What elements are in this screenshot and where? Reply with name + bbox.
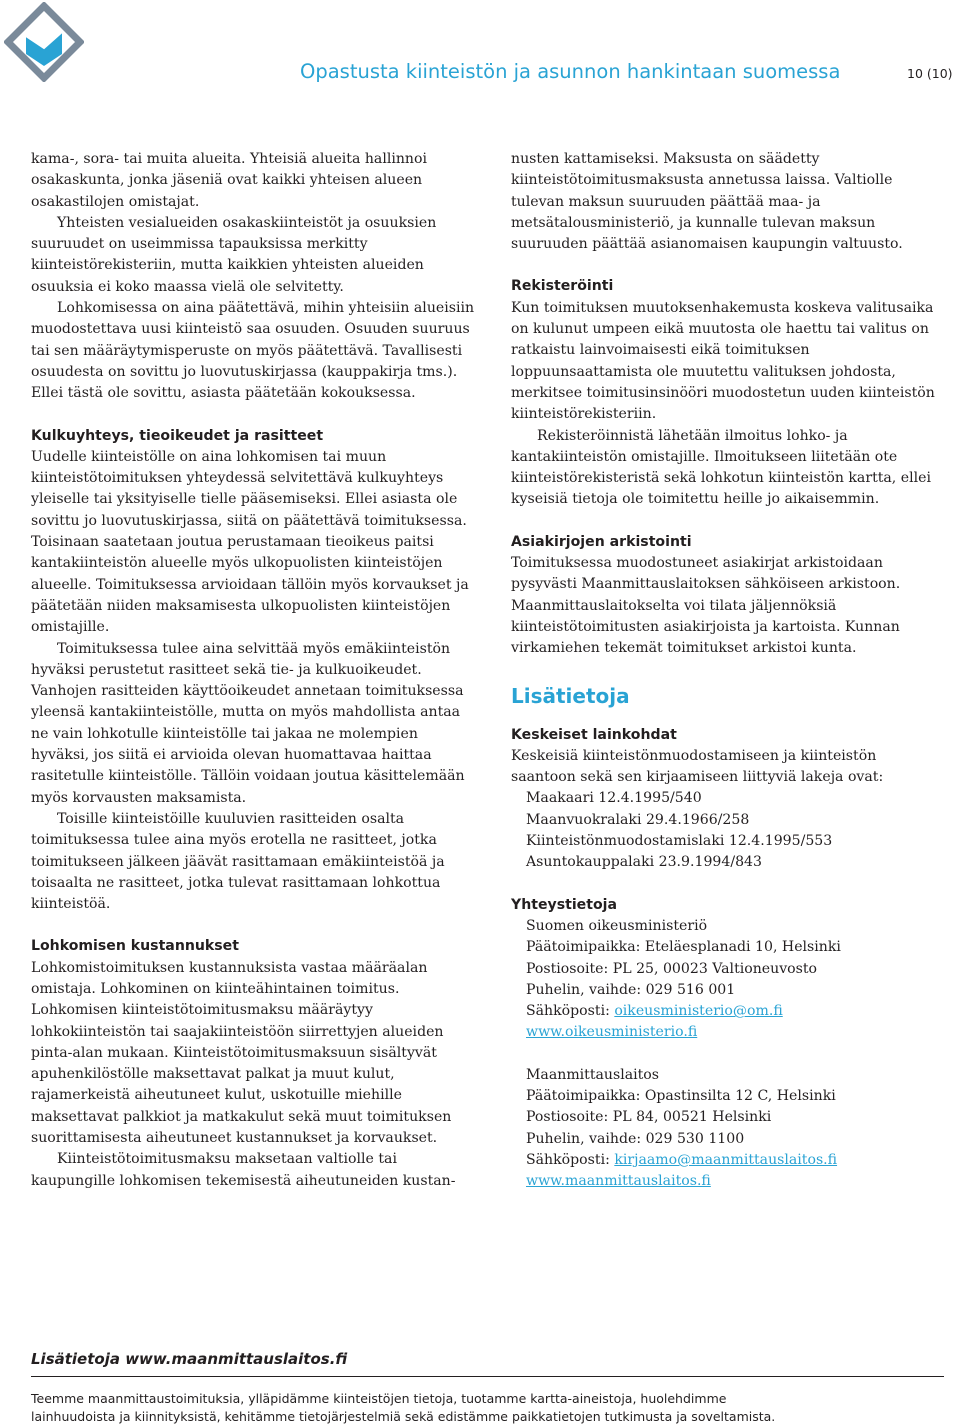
left-column [31,149,475,1192]
paragraph: Lohkomisessa on aina päätettävä, mihin yhteisiin alueisiin muodostettava uusi kiinteistö saa osuuden. Osuuden suuruus tai sen määräytymisperuste on myös päätettävä. Tavallisesti osuudesta on sovittu jo luovutuskirjassa (kauppakirja tms.). Ellei tästä ole sovittu, asiasta päätetään kokouksessa. [31,300,475,402]
contact-email-row [526,1150,943,1171]
section-heading-lainkohdat: Keskeiset lainkohdat [511,726,677,743]
right-column [511,149,943,1192]
paragraph: Rekisteröinnistä lähetään ilmoitus lohko- ja kantakiinteistön omistajille. Ilmoitukseen liitetään ote kiinteistörekisteristä sekä lohkotun kiinteistön kartta, ellei kyseisiä tietoja ole toimitettu heille jo aikaisemmin. [511,427,931,508]
footer-text [31,1390,956,1426]
section-heading-kulkuyhteys: Kulkuyhteys, tieoikeudet ja rasitteet [31,427,324,444]
paragraph: Toimituksessa muodostuneet asiakirjat arkistoidaan pysyvästi Maanmittauslaitoksen sähköiseen arkistoon. Maanmittauslaitokselta voi tilata jäljennöksiä kiinteistötoimitusten asiakirjoista ja kartoista. Kunnan virkamiehen tekemät toimitukset arkistoi kunta. [511,555,901,657]
contact-phone: Puhelin, vaihde: 029 530 1100 [526,1130,745,1147]
law-item: Kiinteistönmuodostamislaki 12.4.1995/553 [526,833,833,850]
website-link[interactable]: www.oikeusministerio.fi [526,1024,698,1041]
footer-divider [31,1376,944,1377]
contact-phone: Puhelin, vaihde: 029 516 001 [526,981,736,998]
document-title: Opastusta kiinteistön ja asunnon hankintaan suomessa [300,60,841,83]
email-label: Sähköposti: [526,1151,610,1168]
footer-line: lainhuudoista ja kiinnityksistä, kehitämme tietojärjestelmiä sekä edistämme paikkatietojen tutkimusta ja soveltamista. [31,1409,776,1424]
contact-email-row [526,1001,943,1022]
paragraph: Kun toimituksen muutoksenhakemusta koskeva valitusaika on kulunut umpeen eikä muutosta ole haettu tai valitus on ratkaistu lainvoimaisesti eikä toimituksen loppuunsaattamista ole muutettu valituksen johdosta, merkitsee toimitusinsinööri muodostetun uuden kiinteistön kiinteistörekisteriin. [511,299,935,423]
paragraph: Kiinteistötoimitusmaksu maksetaan valtiolle tai kaupungille lohkomisen tekemisestä aiheutuneiden kustan- [31,1151,456,1189]
footer-line: Teemme maanmittaustoimituksia, ylläpidämme kiinteistöjen tietoja, tuotamme kartta-aineistoja, huolehdimme [31,1391,727,1406]
paragraph: nusten kattamiseksi. Maksusta on säädetty kiinteistötoimitusmaksusta annetussa laissa. Valtiolle tulevan maksun suuruuden päättää maa- ja metsätalousministeriö, ja kunnalle tulevan maksun suuruuden päättää asianomaisen kaupungin valtuusto. [511,151,903,253]
paragraph: Toisille kiinteistöille kuuluvien rasitteiden osalta toimituksessa tulee aina myös erotella ne rasitteet, jotka toimitukseen jälkeen jäävät rasittamaan emäkiinteistöä ja toisaalta ne rasitteet, jotka tulevat rasittamaan lohkottua kiinteistöä. [31,810,445,913]
law-item: Maakaari 12.4.1995/540 [526,790,702,807]
paragraph: Toimituksessa tulee aina selvittää myös emäkiinteistön hyväksi perustetut rasitteet sekä tie- ja kulkuoikeudet. Vanhojen rasitteiden käyttöoikeudet annetaan toimituksessa yleensä kantakiinteistölle, mutta on myös mahdollista antaa ne vain lohkotulle kiinteistölle tai jakaa ne molempien hyväksi, jos siitä ei arvioida olevan huomattavaa haittaa rasitetulle kiinteistölle. Tällöin voidaan joutua käsittelemään myös korvausten maksamista. [31,640,465,806]
section-heading-kustannukset: Lohkomisen kustannukset [31,938,239,955]
contact-name: Maanmittauslaitos [526,1066,660,1083]
maanmittauslaitos-logo [4,2,84,82]
page-number: 10 (10) [907,66,953,81]
website-link[interactable]: www.maanmittauslaitos.fi [526,1173,711,1190]
section-heading-rekisterointi: Rekisteröinti [511,278,614,295]
contact-postal: Postiosoite: PL 84, 00521 Helsinki [526,1109,772,1126]
contact-address: Päätoimipaikka: Opastinsilta 12 C, Helsinki [526,1087,836,1104]
contact-name: Suomen oikeusministeriö [526,917,708,934]
email-link[interactable]: oikeusministerio@om.fi [614,1003,783,1020]
section-heading-yhteystietoja: Yhteystietoja [511,896,617,913]
law-item: Asuntokauppalaki 23.9.1994/843 [526,854,762,871]
law-item: Maanvuokralaki 29.4.1966/258 [526,811,750,828]
paragraph: Uudelle kiinteistölle on aina lohkomisen tai muun kiinteistötoimituksen yhteydessä selvitettävä kulkuyhteys yleiselle tai yksityiselle tielle pääsemiseksi. Ellei asiasta ole sovittu jo luovutuskirjassa, siitä on päätettävä toimituksessa. Toisinaan saatetaan joutua perustamaan tieoikeus paitsi kantakiinteistön alueelle myös ulkopuolisten kiinteistöjen alueelle. Toimituksessa arvioidaan tällöin myös korvaukset ja päätetään niiden maksamisesta ulkopuolisten kiinteistöjen omistajille. [31,448,469,636]
law-list [511,788,943,873]
contact-address: Päätoimipaikka: Eteläesplanadi 10, Helsinki [526,939,841,956]
paragraph: kama-, sora- tai muita alueita. Yhteisiä alueita hallinnoi osakaskunta, jonka jäseniä ovat kaikki yhteisen alueen osakastilojen omistajat. [31,151,427,210]
paragraph: Yhteisten vesialueiden osakaskiinteistöt ja osuuksien suuruudet on useimmissa tapauksissa merkitty kiinteistörekisteriin, mutta kaikkien yhteisten alueiden osuuksia ei koko maassa vielä ole selvitetty. [31,214,437,295]
footer-more-info-link[interactable]: Lisätietoja www.maanmittauslaitos.fi [31,1350,348,1368]
email-label: Sähköposti: [526,1003,610,1020]
contact-oikeusministerio [511,916,943,1044]
contact-maanmittauslaitos [511,1065,943,1193]
contact-postal: Postiosoite: PL 25, 00023 Valtioneuvosto [526,960,818,977]
section-heading-arkistointi: Asiakirjojen arkistointi [511,533,692,550]
paragraph: Keskeisiä kiinteistönmuodostamiseen ja kiinteistön saantoon sekä sen kirjaamiseen liittyviä lakeja ovat: [511,747,884,786]
paragraph: Lohkomistoimituksen kustannuksista vastaa määräalan omistaja. Lohkominen on kiinteähintainen toimitus. Lohkomisen kiinteistötoimitusmaksu määräytyy lohkokiinteistön tai saajakiinteistöön siirrettyjen alueiden pinta-alan mukaan. Kiinteistötoimitusmaksuun sisältyvät apuhenkilöstölle maksettavat palkat ja muut kulut, rajamerkeistä aiheutuneet kulut, uskotuille miehille maksettavat palkkiot ja matkakulut sekä muut toimituksen suorittamisesta aiheutuneet kustannukset ja korvaukset. [31,959,452,1147]
email-link[interactable]: kirjaamo@maanmittauslaitos.fi [614,1151,838,1168]
section-title-lisatietoja: Lisätietoja [511,683,630,708]
